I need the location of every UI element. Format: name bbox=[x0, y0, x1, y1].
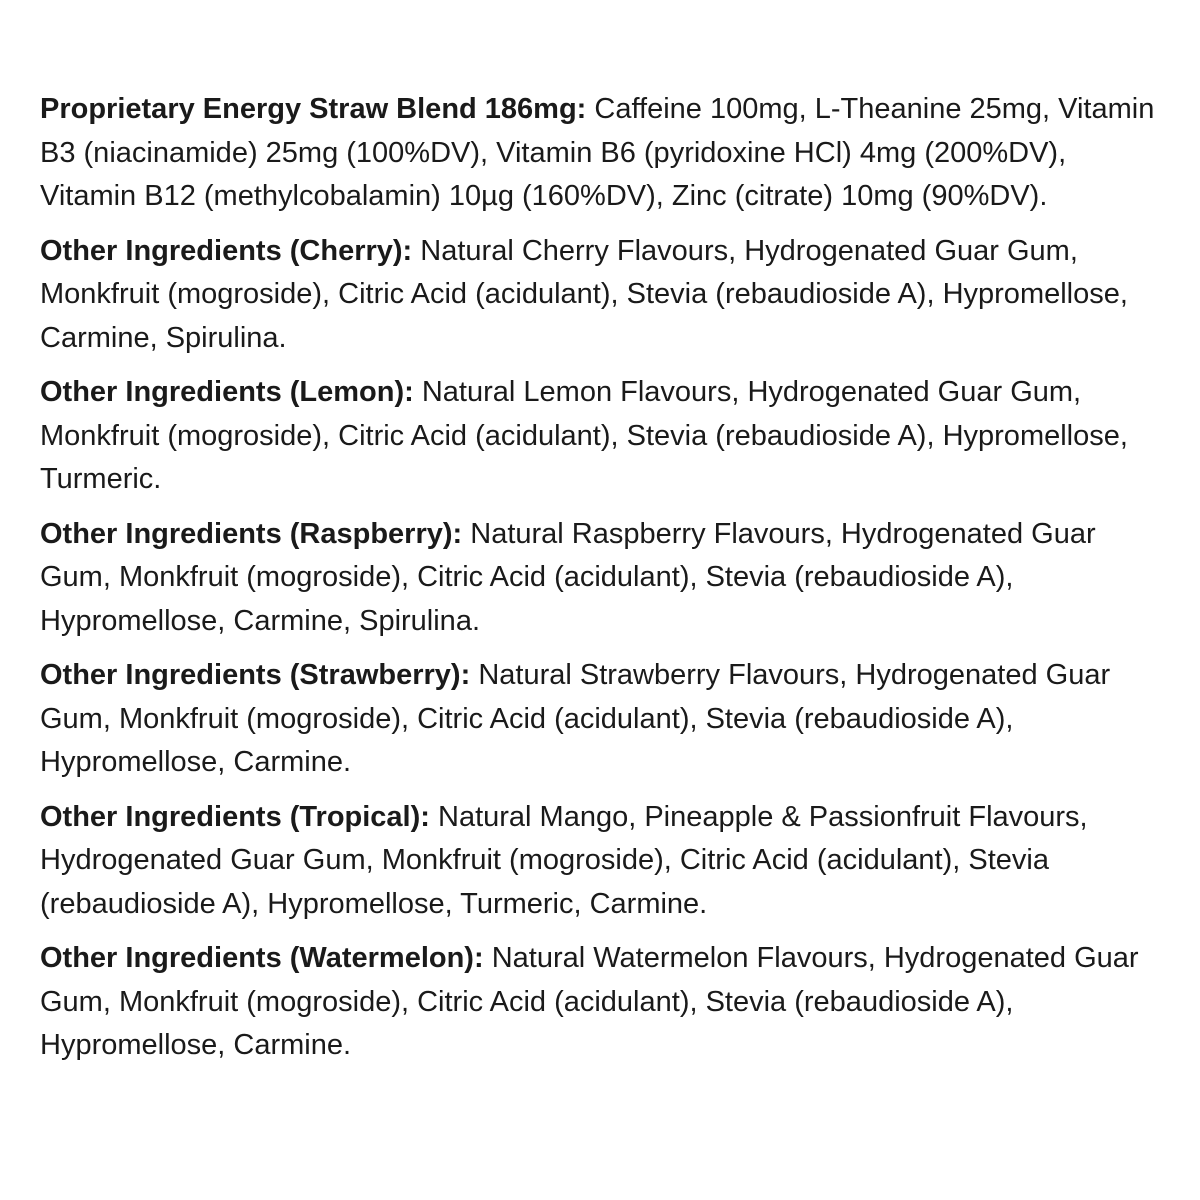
entry-text: Natural Raspberry Flavours, Hydrogenated Guar Gum, Monkfruit (mogroside), Citric Acid (acidulant), Stevia (rebaudioside A), Hypromellose, Carmine, Spirulina. bbox=[40, 517, 1096, 637]
entry-text: Caffeine 100mg, L-Theanine 25mg, Vitamin B3 (niacinamide) 25mg (100%DV), Vitamin B6 (pyridoxine HCl) 4mg (200%DV), Vitamin B12 (methylcobalamin) 10µg (160%DV), Zinc (citrate) 10mg (90%DV). bbox=[40, 93, 1155, 212]
entry-text: Natural Strawberry Flavours, Hydrogenated Guar Gum, Monkfruit (mogroside), Citric Acid (acidulant), Stevia (rebaudioside A), Hypromellose, Carmine. bbox=[40, 659, 1111, 778]
entry-heading: Other Ingredients (Strawberry): bbox=[40, 659, 471, 691]
tropical-ingredients-entry bbox=[40, 796, 1160, 927]
entry-heading: Other Ingredients (Tropical): bbox=[40, 800, 430, 833]
entry-text: Natural Cherry Flavours, Hydrogenated Guar Gum, Monkfruit (mogroside), Citric Acid (acidulant), Stevia (rebaudioside A), Hypromellose, Carmine, Spirulina. bbox=[40, 234, 1128, 354]
entry-heading: Other Ingredients (Cherry): bbox=[40, 234, 413, 267]
entry-heading: Other Ingredients (Lemon): bbox=[40, 376, 414, 408]
energy-blend-entry bbox=[40, 88, 1160, 219]
entry-heading: Proprietary Energy Straw Blend 186mg: bbox=[40, 93, 587, 125]
entry-text: Natural Lemon Flavours, Hydrogenated Guar Gum, Monkfruit (mogroside), Citric Acid (acidulant), Stevia (rebaudioside A), Hypromellose, Turmeric. bbox=[40, 376, 1128, 495]
entry-heading: Other Ingredients (Raspberry): bbox=[40, 517, 463, 550]
cherry-ingredients-entry bbox=[40, 230, 1160, 361]
strawberry-ingredients-entry bbox=[40, 654, 1160, 785]
ingredients-panel bbox=[40, 88, 1160, 1079]
entry-text: Natural Mango, Pineapple & Passionfruit Flavours, Hydrogenated Guar Gum, Monkfruit (mogroside), Citric Acid (acidulant), Stevia (rebaudioside A), Hypromellose, Turmeric, Carmine. bbox=[40, 800, 1088, 920]
watermelon-ingredients-entry bbox=[40, 937, 1160, 1068]
entry-heading: Other Ingredients (Watermelon): bbox=[40, 942, 484, 974]
raspberry-ingredients-entry bbox=[40, 513, 1160, 644]
entry-text: Natural Watermelon Flavours, Hydrogenated Guar Gum, Monkfruit (mogroside), Citric Acid (acidulant), Stevia (rebaudioside A), Hypromellose, Carmine. bbox=[40, 942, 1139, 1061]
lemon-ingredients-entry bbox=[40, 371, 1160, 502]
